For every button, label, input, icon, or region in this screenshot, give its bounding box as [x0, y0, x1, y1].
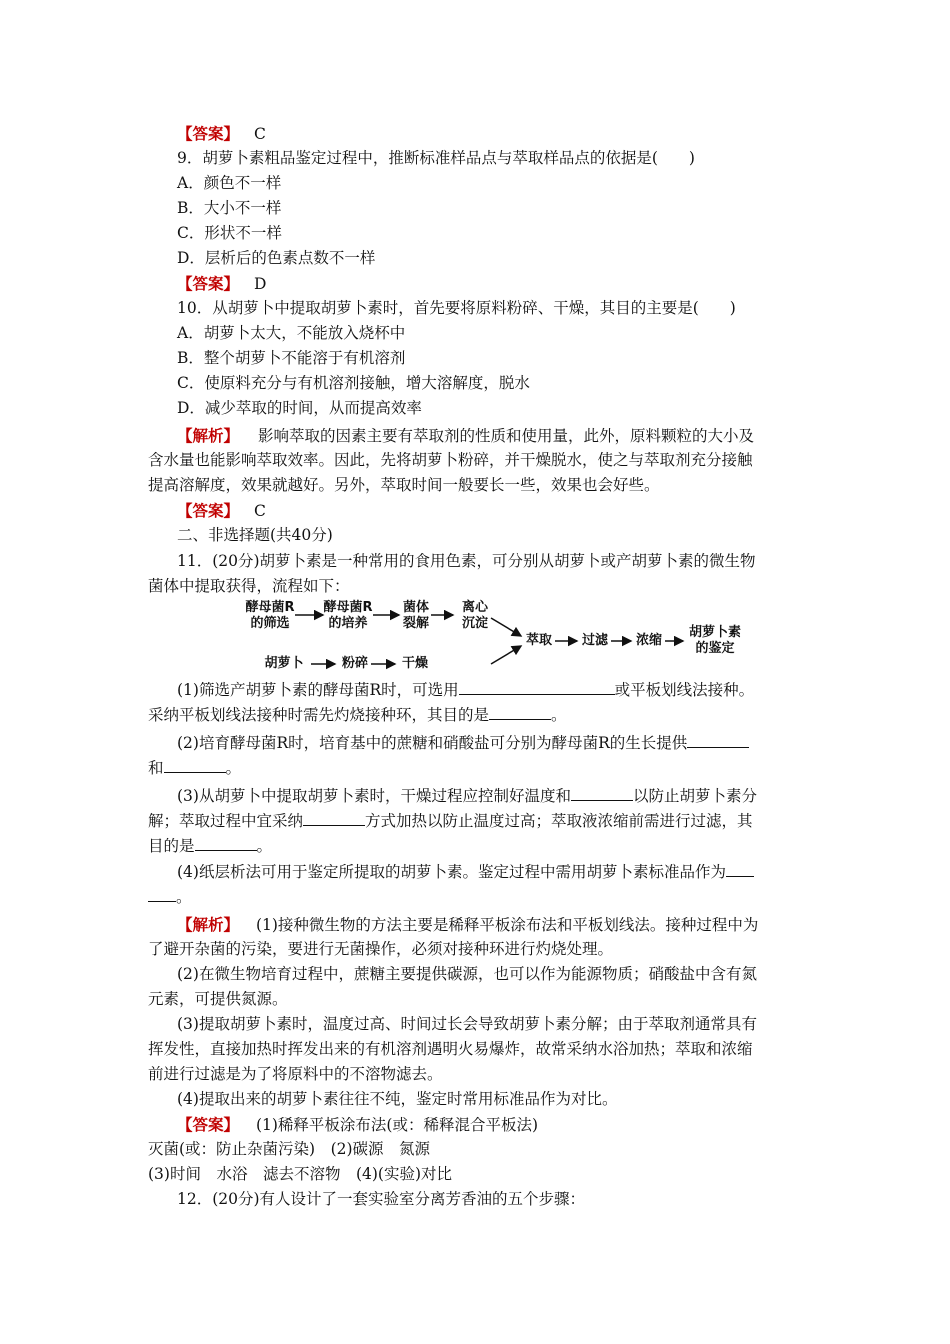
answer-tag: 【答案】 [177, 1115, 240, 1134]
q9-stem: 9．胡萝卜素粗品鉴定过程中，推断标准样品点与萃取样品点的依据是( ) [177, 149, 695, 167]
q11-answer-line-1 [177, 1112, 538, 1138]
flow-node-lysis [401, 600, 431, 632]
q9-option-c: C．形状不一样 [177, 224, 282, 242]
text: (2)培育酵母菌R时，培育基中的蔗糖和硝酸盐可分别为酵母菌R的生长提供 [177, 734, 688, 752]
flow-node-line: 的培养 [328, 616, 368, 631]
q9-option-d: D．层析后的色素点数不一样 [177, 249, 376, 267]
q9-answer-line [177, 271, 266, 297]
flow-diagram [245, 598, 765, 678]
text: 以防止胡萝卜素分 [632, 787, 757, 805]
q11-part1-line-2 [148, 703, 567, 728]
answer-blank[interactable] [195, 835, 257, 851]
q11-analysis-line-2: 了避开杂菌的污染，要进行无菌操作，必须对接种环进行灼烧处理。 [148, 940, 614, 958]
flow-node-centrifuge [459, 600, 491, 632]
flow-node-line: 胡萝卜素 [688, 625, 741, 640]
text: (3)从胡萝卜中提取胡萝卜素时，干燥过程应控制好温度和 [177, 787, 571, 805]
answer-blank[interactable] [726, 861, 754, 877]
answer-blank[interactable] [459, 679, 615, 695]
analysis-text: (1)接种微生物的方法主要是稀释平板涂布法和平板划线法。接种过程中为 [255, 916, 759, 934]
answer-blank[interactable] [164, 757, 226, 773]
q11-analysis-line-3: (2)在微生物培育过程中，蔗糖主要提供碳源，也可以作为能源物质；硝酸盐中含有氮 [177, 965, 757, 983]
answer-blank[interactable] [148, 886, 176, 902]
text: 方式加热以防止温度过高；萃取液浓缩前需进行过滤，其 [365, 812, 753, 830]
q10-analysis-line-1 [177, 423, 754, 449]
q11-analysis-line-6: 挥发性，直接加热时挥发出来的有机溶剂遇明火易爆炸，故常采纳水浴加热；萃取和浓缩 [148, 1040, 753, 1058]
flow-node-concentrate: 浓缩 [635, 633, 662, 648]
q10-stem: 10．从胡萝卜中提取胡萝卜素时，首先要将原料粉碎、干燥，其目的主要是( ) [177, 299, 736, 317]
text: 解；萃取过程中宜采纳 [148, 812, 304, 830]
q11-part4-line-2 [148, 885, 192, 910]
q11-analysis-line-7: 前进行过滤是为了将原料中的不溶物滤去。 [148, 1065, 443, 1083]
q12-stem: 12．(20分)有人设计了一套实验室分离芳香油的五个步骤： [177, 1190, 586, 1208]
q11-analysis-line-5: (3)提取胡萝卜素时，温度过高、时间过长会导致胡萝卜素分解；由于萃取剂通常具有 [177, 1015, 757, 1033]
flow-node-screening [245, 600, 295, 632]
text: 。 [225, 759, 242, 777]
analysis-text: 影响萃取的因素主要有萃取剂的性质和使用量，此外，原料颗粒的大小及 [257, 427, 754, 445]
arrow [491, 618, 521, 636]
answer-value: C [253, 502, 266, 520]
q11-analysis-line-8: (4)提取出来的胡萝卜素往往不纯，鉴定时常用标准品作为对比。 [177, 1090, 618, 1108]
flow-node-line: 酵母菌R [245, 600, 295, 615]
answer-tag: 【答案】 [177, 274, 240, 293]
q11-answer-line-2: 灭菌(或：防止杂菌污染) (2)碳源 氮源 [148, 1140, 431, 1158]
flow-node-identify [685, 625, 745, 657]
q9-option-b: B．大小不一样 [177, 199, 282, 217]
text: (4)纸层析法可用于鉴定所提取的胡萝卜素。鉴定过程中需用胡萝卜素标准品作为 [177, 863, 726, 881]
q11-stem-line-1: 11．(20分)胡萝卜素是一种常用的食用色素，可分别从胡萝卜或产胡萝卜素的微生物 [177, 552, 756, 570]
answer-value: D [253, 275, 267, 293]
q10-option-a: A．胡萝卜太大，不能放入烧杯中 [177, 324, 406, 342]
text: 采纳平板划线法接种时需先灼烧接种环，其目的是 [148, 706, 490, 724]
q10-option-c: C．使原料充分与有机溶剂接触，增大溶解度，脱水 [177, 374, 530, 392]
flow-node-crush: 粉碎 [341, 656, 368, 671]
analysis-tag: 【解析】 [177, 426, 240, 445]
flow-node-line: 沉淀 [461, 616, 488, 631]
q10-analysis-line-3: 提高溶解度，效果就越好。另外，萃取时间一般要长一些，效果也会好些。 [148, 476, 660, 494]
text: 。 [176, 888, 192, 906]
q11-part1-line-1 [177, 678, 754, 703]
flow-node-line: 的筛选 [250, 616, 290, 631]
arrow [491, 646, 521, 664]
flow-node-line: 的鉴定 [695, 641, 735, 656]
flow-node-filter: 过滤 [581, 633, 608, 648]
answer-blank[interactable] [571, 785, 633, 801]
q11-part4-line-1 [177, 860, 754, 885]
text: (1)筛选产胡萝卜素的酵母菌R时，可选用 [177, 681, 459, 699]
q11-analysis-line-1 [177, 912, 758, 938]
answer-blank[interactable] [687, 732, 749, 748]
q11-answer-line-3: (3)时间 水浴 滤去不溶物 (4)(实验)对比 [148, 1165, 453, 1183]
q10-answer-line [177, 498, 266, 524]
flow-node-dry: 干燥 [401, 656, 428, 671]
answer-blank[interactable] [303, 810, 365, 826]
answer-text: (1)稀释平板涂布法(或：稀释混合平板法) [255, 1116, 539, 1134]
q11-stem-line-2: 菌体中提取获得，流程如下： [148, 577, 350, 595]
q11-part3-line-2 [148, 809, 753, 834]
q11-part3-line-1 [177, 784, 757, 809]
flow-node-line: 裂解 [402, 616, 429, 631]
q8-answer-line [177, 121, 266, 147]
q11-part3-line-3 [148, 834, 272, 859]
answer-value: C [253, 125, 266, 143]
flow-node-extract: 萃取 [525, 633, 552, 648]
q11-part2-line-1 [177, 731, 749, 756]
answer-blank[interactable] [489, 704, 551, 720]
text: 或平板划线法接种。 [614, 681, 755, 699]
text: 。 [551, 706, 567, 724]
flow-node-line: 菌体 [402, 600, 429, 615]
q10-option-d: D．减少萃取的时间，从而提高效率 [177, 399, 422, 417]
text: 。 [256, 837, 273, 855]
flow-node-culture [323, 600, 373, 632]
flow-node-carrot: 胡萝卜 [264, 656, 304, 671]
flow-node-line: 离心 [461, 600, 488, 615]
q10-analysis-line-2: 含水量也能影响萃取效率。因此，先将胡萝卜粉碎，并干燥脱水，使之与萃取剂充分接触 [148, 451, 753, 469]
text: 目的是 [148, 837, 195, 855]
answer-tag: 【答案】 [177, 124, 240, 143]
section-heading: 二、非选择题(共40分) [177, 526, 333, 544]
flow-node-line: 酵母菌R [323, 600, 373, 615]
q10-option-b: B．整个胡萝卜不能溶于有机溶剂 [177, 349, 406, 367]
text: 和 [148, 759, 164, 777]
q11-analysis-line-4: 元素，可提供氮源。 [148, 990, 288, 1008]
q9-option-a: A．颜色不一样 [177, 174, 282, 192]
q11-part2-line-2 [148, 756, 241, 781]
answer-tag: 【答案】 [177, 501, 240, 520]
analysis-tag: 【解析】 [177, 915, 240, 934]
